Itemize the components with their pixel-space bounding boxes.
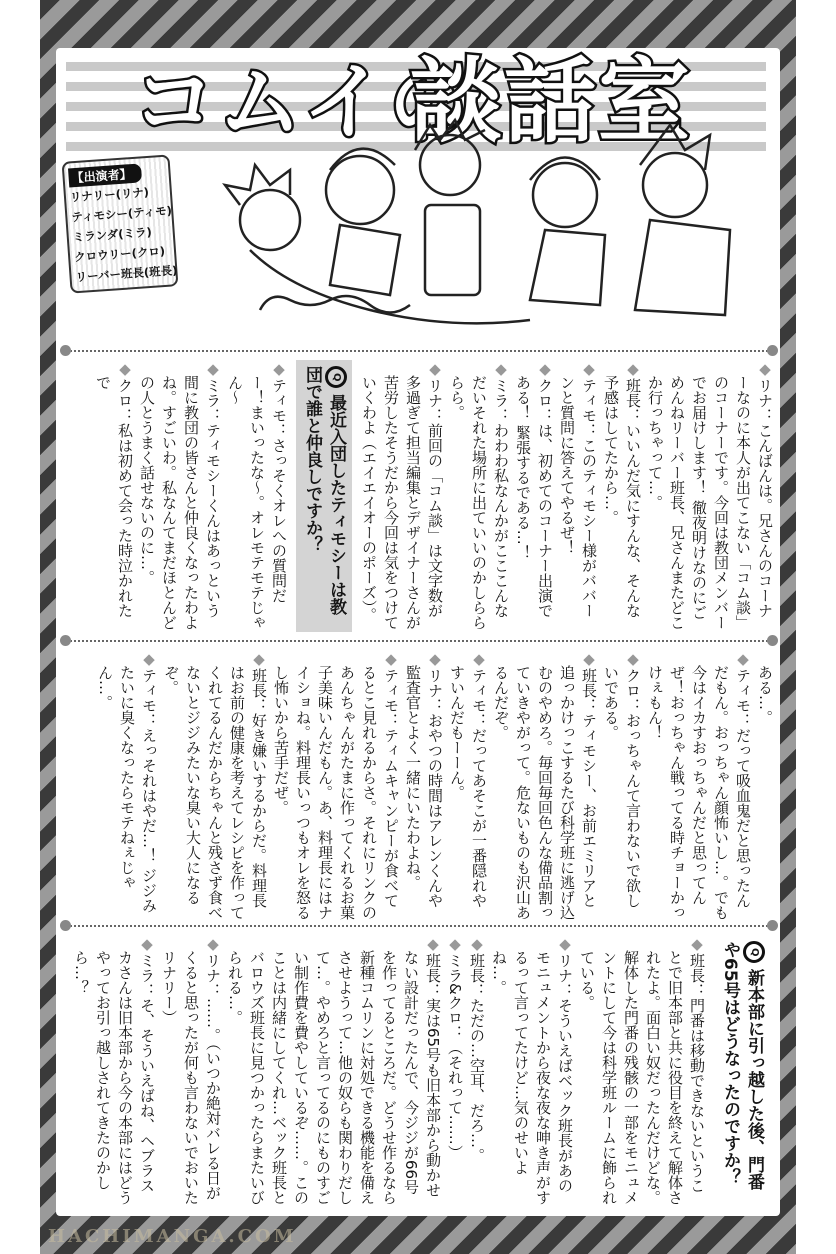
dialogue-text: ティモ：さっそくオレへの質問だー！まいったな～。オレモテモテじゃん～ — [226, 375, 288, 630]
dialogue-text: クロ：おっちゃんて言わないで欲しいである。 — [602, 665, 642, 908]
bullet-diamond-icon: ◆ — [734, 650, 752, 668]
dialogue-text: リナ：おやつの時間はアレンくんや監査官とよく一緒にいたわよね。 — [404, 665, 444, 908]
bullet-diamond-icon: ◆ — [446, 935, 464, 953]
dialogue-entry — [358, 360, 446, 632]
dialogue-text: 班長：いいんだ気にすんな、そんな予感はしてたから…。 — [602, 375, 642, 618]
cast-member: ティモシー(ティモ) — [70, 203, 173, 225]
bullet-diamond-icon: ◆ — [756, 360, 774, 378]
dialogue-entry — [92, 360, 136, 632]
bullet-diamond-icon: ◆ — [536, 360, 554, 378]
bullet-diamond-icon: ◆ — [580, 360, 598, 378]
bullet-diamond-icon: ◆ — [624, 360, 642, 378]
section-divider — [60, 635, 778, 647]
bullet-diamond-icon: ◆ — [470, 650, 488, 668]
dialogue-entry — [490, 650, 600, 922]
characters-illustration — [170, 110, 770, 355]
dialogue-entry — [576, 935, 708, 1207]
bullet-diamond-icon: ◆ — [116, 360, 134, 378]
dialogue-text: ミラ：そ、そういえばね、ヘブラスカさんは旧本部から今の本部にはどうやってお引っ越しされてきたのかしら…？ — [72, 950, 156, 1205]
bullet-diamond-icon: ◆ — [250, 650, 268, 668]
cast-member: クロウリー(クロ) — [73, 243, 166, 265]
dialogue-continuation — [754, 650, 776, 922]
dialogue-entry — [402, 650, 446, 922]
bullet-diamond-icon: ◆ — [424, 935, 442, 953]
cast-member: リナリー(リナ) — [69, 184, 150, 205]
bullet-diamond-icon: ◆ — [556, 935, 574, 953]
dialogue-text: リナ：前回の「コム談」は文字数が多過ぎて担当編集とデザイナーさんが苦労したそうだから今回は気をつけていくわよ（エイエイオーのポーズ）。 — [360, 375, 444, 630]
dialogue-text: ティモ：だってあそこが一番隠れやすいんだもーーん。 — [448, 665, 488, 908]
bullet-diamond-icon: ◆ — [624, 650, 642, 668]
cast-heading: 【出演者】 — [68, 163, 142, 187]
dialogue-text: 班長：好き嫌いするからだ。料理長はお前の健康を考えてレシピを作ってくれてるんだからちゃんと残さず食べないとジジみたいな臭い大人になるぞ。 — [162, 665, 268, 920]
bullet-diamond-icon: ◆ — [138, 935, 156, 953]
dialogue-text: 班長：ただの…空耳、だろ…。 — [468, 953, 486, 1163]
title-part-1: コムイの — [132, 53, 475, 151]
dialogue-text: ミラ：ティモシーくんはあっという間に教団の皆さんと仲良くなったわよね。すごいわ。私なんてまだほとんどの人とうまく話せないのに…。 — [138, 375, 222, 630]
bullet-diamond-icon: ◆ — [580, 650, 598, 668]
cast-member: リーバー班長(班長) — [75, 263, 178, 285]
dialogue-entry — [488, 935, 576, 1207]
dialogue-entry — [644, 650, 754, 922]
section-2-text — [84, 650, 776, 922]
dialogue-entry — [70, 935, 158, 1207]
dialogue-entry — [446, 650, 490, 922]
dialogue-entry — [600, 360, 644, 632]
bullet-diamond-icon: ◆ — [382, 650, 400, 668]
dialogue-entry — [224, 360, 290, 632]
dialogue-text: ミラ：わわわ私なんかがこここんなだいそれた場所に出ていいのかしらららら。 — [448, 375, 510, 630]
dialogue-entry — [94, 650, 160, 922]
dialogue-text: ある…。 — [756, 665, 774, 725]
question-text: 新本部に引っ越した後、門番や65号はどうなったのですか？ — [720, 941, 764, 1190]
bullet-diamond-icon: ◆ — [492, 360, 510, 378]
dialogue-text: リナ：……。（いつか絶対バレる日がくると思ったが何も言わないでおいたリナリー） — [160, 950, 222, 1205]
dialogue-entry — [160, 650, 270, 922]
dialogue-text: 班長：門番は移動できないということで旧本部と共に役目を終えて解体されたよ。面白い奴だったんだけどな。解体した門番の残骸の一部をモニュメントにして今は科学班ルームに飾られている。 — [578, 950, 706, 1205]
dialogue-text: リナ：こんばんは。兄さんのコーナーなのに本人が出てこない「コム談」のコーナーです。今回は教団メンバーでお届けします！ 徹夜明けなのにごめんねリーバー班長、兄さんまたどこか行っちゃって…。 — [646, 375, 774, 630]
question-heading — [296, 360, 352, 632]
question-text: 最近入団したティモシーは教団で誰と仲良しですか？ — [302, 366, 346, 615]
cast-list-box — [62, 154, 179, 293]
dialogue-text: リナ：そういえばベック班長があのモニュメントから夜な夜な呻き声がするって言ってたけど…気のせいよね…。 — [490, 950, 574, 1205]
dialogue-entry — [600, 650, 644, 922]
bullet-diamond-icon: ◆ — [426, 650, 444, 668]
dialogue-entry — [158, 935, 224, 1207]
dialogue-entry — [466, 935, 488, 1207]
section-divider — [60, 345, 778, 357]
dialogue-text: ティモ：このティモシー様がババーンと質問に答えてやるぜ！ — [558, 375, 598, 618]
dialogue-entry — [136, 360, 224, 632]
title-part-2: 談話室 — [410, 48, 693, 155]
bullet-diamond-icon: ◆ — [688, 935, 706, 953]
cast-member: ミランダ(ミラ) — [72, 224, 153, 245]
question-circle-icon: Q — [743, 941, 765, 963]
dialogue-entry — [644, 360, 776, 632]
dialogue-text: クロ：は、初めてのコーナー出演である！ 緊張するである…！ — [514, 375, 554, 618]
dialogue-text: ティモ：えっそれはやだ…！ ジジみたいに臭くなったらモテねぇじゃん…。 — [96, 665, 158, 913]
bullet-diamond-icon: ◆ — [204, 935, 222, 953]
dialogue-text: 班長：ティモシー、お前エミリアと追っかけっこするたび科学班に逃げ込むのやめろ。毎回毎回色んな備品割っていきやがって。危ないものも沢山あるんだぞ。 — [492, 665, 598, 920]
dialogue-entry — [556, 360, 600, 632]
bullet-diamond-icon: ◆ — [204, 360, 222, 378]
dialogue-entry — [270, 650, 402, 922]
bullet-diamond-icon: ◆ — [426, 360, 444, 378]
watermark: HACHIMANGA.COM — [48, 1226, 297, 1247]
dialogue-entry — [446, 360, 512, 632]
dialogue-text: 班長：実は65号も旧本部から動かせない設計だったんで、今ジジが66号を作ってるところだ。どうせ作るなら新種コムリンに対処できる機能を備えさせようって…他の奴らも関わりだして…。やめろと言ってるのにものすごい制作費を費やしているぞ……。このことは内緒にしてくれ…ベック班長とバロウズ班長に見つかったらまたいびられる…。 — [226, 950, 442, 1205]
bullet-diamond-icon: ◆ — [140, 650, 158, 668]
dialogue-entry — [444, 935, 466, 1207]
dialogue-text: クロ：私は初めて会った時泣かれたで — [94, 375, 134, 618]
section-1-text — [84, 360, 776, 632]
bullet-diamond-icon: ◆ — [468, 935, 486, 953]
dialogue-text: ティモ：だって吸血鬼だと思ったんだもん。おっちゃん顔怖いし…。でも今はイカすおっちゃんだと思ってんぜ！おっちゃん戦ってる時チョーかっけぇもん！ — [646, 665, 752, 920]
question-circle-icon: Q — [325, 366, 347, 388]
bullet-diamond-icon: ◆ — [270, 360, 288, 378]
dialogue-text: ティモ：ティムキャンピーが食べてるとこ見れるからさ。それにリンクのあんちゃんがたまに作ってくれるお菓子美味いんだもん。あ、料理長にはナイショね。料理長いっつもオレを怒るし怖いから苦手だぜ。 — [272, 665, 400, 920]
dialogue-entry — [224, 935, 444, 1207]
dialogue-entry — [512, 360, 556, 632]
section-3-text — [72, 935, 776, 1207]
question-heading — [714, 935, 770, 1207]
dialogue-text: ミラ&クロ：（それって……） — [446, 953, 464, 1160]
